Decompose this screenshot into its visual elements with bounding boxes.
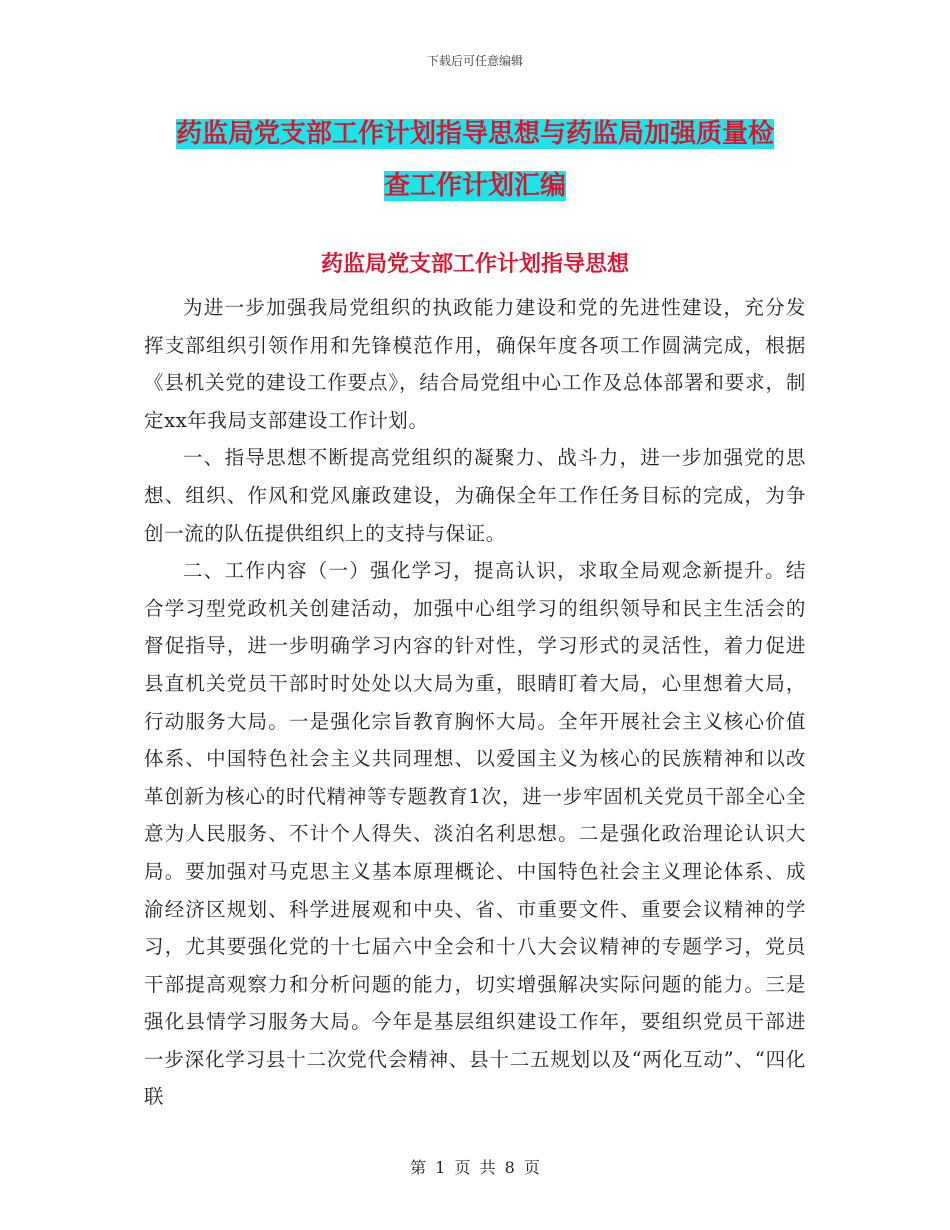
- header-note: 下载后可任意编辑: [426, 54, 523, 68]
- document-body: [144, 289, 806, 1116]
- document-title-line-1: 药监局党支部工作计划指导思想与药监局加强质量检: [175, 119, 774, 149]
- paragraph: 一、指导思想不断提高党组织的凝聚力、战斗力，进一步加强党的思想、组织、作风和党风廉政建设，为确保全年工作任务目标的完成，为争创一流的队伍提供组织上的支持与保证。: [144, 446, 806, 545]
- section-title: 药监局党支部工作计划指导思想: [320, 251, 629, 277]
- paragraph: 为进一步加强我局党组织的执政能力建设和党的先进性建设，充分发挥支部组织引领作用和先锋模范作用，确保年度各项工作圆满完成，根据《县机关党的建设工作要点》，结合局党组中心工作及总体部署和要求，制定xx年我局支部建设工作计划。: [144, 296, 806, 432]
- document-title-line-2: 查工作计划汇编: [383, 171, 566, 201]
- document-title: [140, 108, 810, 212]
- page-number: 第 1 页 共 8 页: [410, 1158, 540, 1177]
- paragraph: 二、工作内容（一）强化学习，提高认识，求取全局观念新提升。结合学习型党政机关创建活动，加强中心组学习的组织领导和民主生活会的督促指导，进一步明确学习内容的针对性，学习形式的灵活性，着力促进县直机关党员干部时时处处以大局为重，眼睛盯着大局，心里想着大局，行动服务大局。一是强化宗旨教育胸怀大局。全年开展社会主义核心价值体系、中国特色社会主义共同理想、以爱国主义为核心的民族精神和以改革创新为核心的时代精神等专题教育1次，进一步牢固机关党员干部全心全意为人民服务、不计个人得失、淡泊名利思想。二是强化政治理论认识大局。要加强对马克思主义基本原理概论、中国特色社会主义理论体系、成渝经济区规划、科学进展观和中央、省、市重要文件、重要会议精神的学习，尤其要强化党的十七届六中全会和十八大会议精神的专题学习，党员干部提高观察力和分析问题的能力，切实增强解决实际问题的能力。三是强化县情学习服务大局。今年是基层组织建设工作年，要组织党员干部进一步深化学习县十二次党代会精神、县十二五规划以及“两化互动”、“四化联: [144, 559, 806, 1109]
